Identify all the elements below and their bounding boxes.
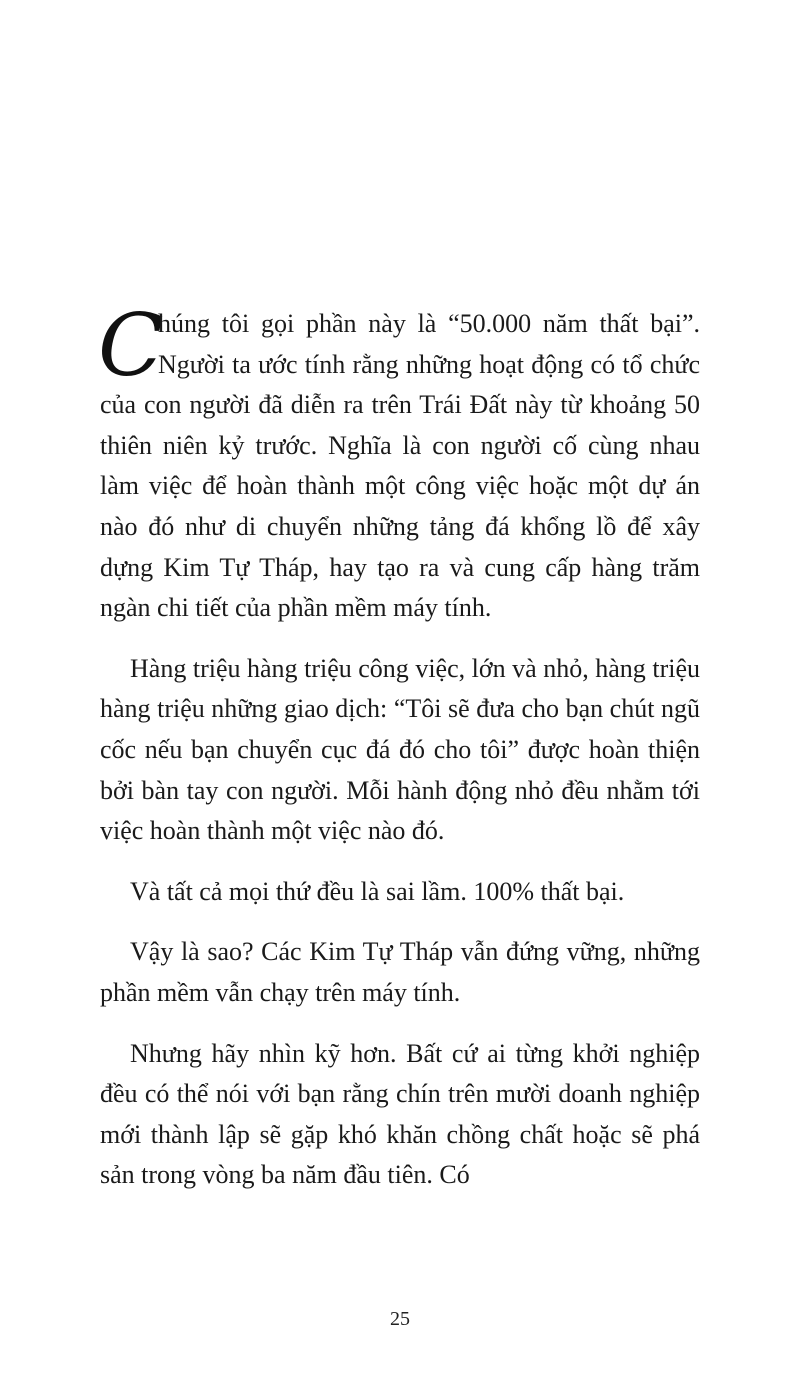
- page-body: [98, 296, 700, 1196]
- paragraph-5: Nhưng hãy nhìn kỹ hơn. Bất cứ ai từng khởi nghiệp đều có thể nói với bạn rằng chín trên mười doanh nghiệp mới thành lập sẽ gặp khó khăn chồng chất hoặc sẽ phá sản trong vòng ba năm đầu tiên. Có: [100, 1038, 700, 1190]
- drop-cap: C: [98, 296, 164, 396]
- paragraph-1-text: húng tôi gọi phần này là “50.000 năm thất bại”. Người ta ước tính rằng những hoạt động có tổ chức của con người đã diễn ra trên Trái Đất này từ khoảng 50 thiên niên kỷ trước. Nghĩa là con người cố cùng nhau làm việc để hoàn thành một công việc hoặc một dự án nào đó như di chuyển những tảng đá khổng lồ để xây dựng Kim Tự Tháp, hay tạo ra và cung cấp hàng trăm ngàn chi tiết của phần mềm máy tính.: [100, 309, 700, 623]
- paragraph-4: Vậy là sao? Các Kim Tự Tháp vẫn đứng vững, những phần mềm vẫn chạy trên máy tính.: [100, 937, 700, 1007]
- paragraph-3: Và tất cả mọi thứ đều là sai lầm. 100% thất bại.: [130, 876, 625, 906]
- paragraph-1: [98, 296, 700, 629]
- paragraph-2: Hàng triệu hàng triệu công việc, lớn và nhỏ, hàng triệu hàng triệu những giao dịch: “Tôi sẽ đưa cho bạn chút ngũ cốc nếu bạn chuyển cục đá đó cho tôi” được hoàn thiện bởi bàn tay con người. Mỗi hành động nhỏ đều nhằm tới việc hoàn thành một việc nào đó.: [100, 653, 700, 846]
- page-number: 25: [390, 1308, 410, 1330]
